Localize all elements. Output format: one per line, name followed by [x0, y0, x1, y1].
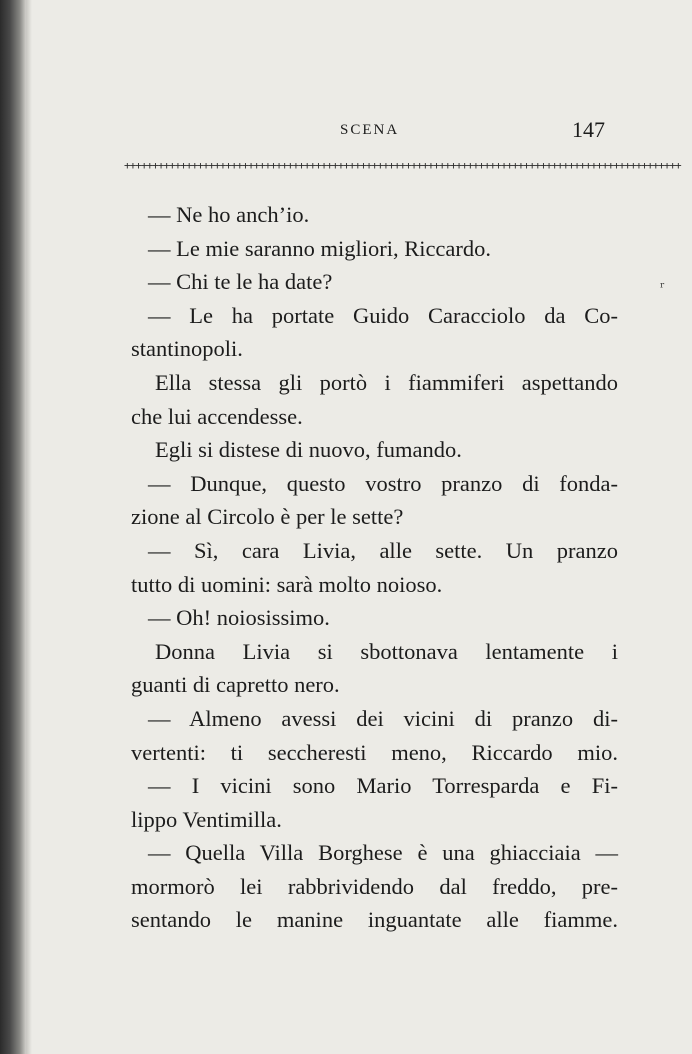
text-line: — Almeno avessi dei vicini di pranzo di-	[148, 705, 618, 731]
text-line: Ella stessa gli portò i fiammiferi aspettando	[155, 369, 618, 395]
text-line: Egli si distese di nuovo, fumando.	[155, 437, 462, 463]
text-line: — Sì, cara Livia, alle sette. Un pranzo	[148, 537, 618, 563]
text-line: che lui accendesse.	[131, 403, 303, 429]
text-line: — I vicini sono Mario Torresparda e Fi-	[148, 773, 618, 799]
text-line: — Le mie saranno migliori, Riccardo.	[148, 235, 492, 261]
running-header: SCENA	[340, 122, 400, 138]
body-text	[131, 198, 618, 937]
text-line: — Oh! noiosissimo.	[148, 605, 330, 631]
text-line: mormorò lei rabbrividendo dal freddo, pre-	[131, 873, 618, 899]
text-line: stantinopoli.	[131, 336, 243, 362]
margin-mark: ʳ	[660, 280, 665, 296]
text-line: vertenti: ti seccheresti meno, Riccardo mio.	[131, 739, 618, 765]
text-line: zione al Circolo è per le sette?	[131, 504, 404, 530]
text-line: Donna Livia si sbottonava lentamente i	[155, 638, 618, 664]
text-line: — Chi te le ha date?	[148, 269, 333, 295]
text-line: — Dunque, questo vostro pranzo di fonda-	[148, 470, 618, 496]
text-line: lippo Ventimilla.	[131, 806, 282, 832]
text-line: guanti di capretto nero.	[131, 672, 340, 698]
text-line: — Quella Villa Borghese è una ghiacciaia —	[148, 840, 618, 866]
text-line: — Ne ho anch’io.	[148, 202, 310, 227]
book-spine-shadow	[0, 0, 26, 1054]
text-line: tutto di uomini: sarà molto noioso.	[131, 571, 443, 597]
text-line: sentando le manine inguantate alle fiamme.	[131, 907, 618, 933]
page-number: 147	[572, 117, 605, 142]
text-line: — Le ha portate Guido Caracciolo da Co-	[148, 302, 618, 328]
page-edge	[26, 0, 32, 1054]
ornamental-rule: +++++++++++++++++++++++++++++++++++++++++++++++++++++++++++++++++++++++++++++++++++++++++++++++++++	[124, 159, 681, 172]
